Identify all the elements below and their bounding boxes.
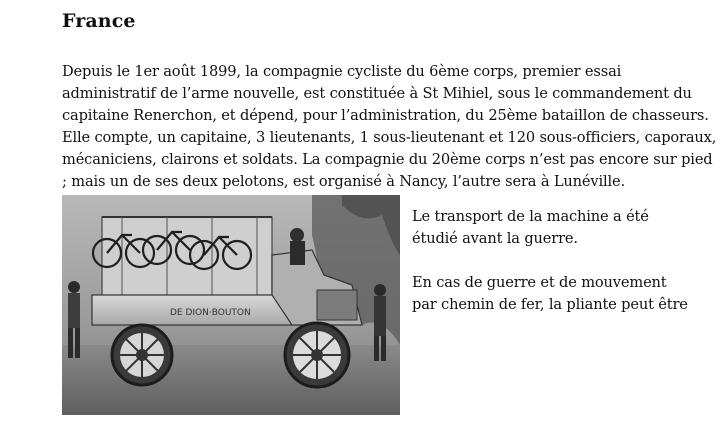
side-line: par chemin de fer, la pliante peut être xyxy=(412,296,688,313)
intro-line: Depuis le 1er août 1899, la compagnie cycliste du 6ème corps, premier essai xyxy=(62,63,622,80)
side-line: En cas de guerre et de mouvement xyxy=(412,274,667,291)
page-title: France xyxy=(62,10,136,32)
side-line: étudié avant la guerre. xyxy=(412,230,578,247)
truck-illustration xyxy=(62,195,400,415)
intro-line: ; mais un de ses deux pelotons, est organisé à Nancy, l’autre sera à Lunéville. xyxy=(62,173,626,190)
intro-line: Elle compte, un capitaine, 3 lieutenants, 1 sous-lieutenant et 120 sous-officiers, caporaux, xyxy=(62,129,717,146)
intro-line: capitaine Renerchon, et dépend, pour l’administration, du 25ème bataillon de chasseurs. xyxy=(62,107,709,124)
intro-paragraph xyxy=(62,61,717,193)
historic-truck-photo xyxy=(62,195,400,415)
intro-line: mécaniciens, clairons et soldats. La compagnie du 20ème corps n’est pas encore sur pied xyxy=(62,151,713,168)
intro-line: administratif de l’arme nouvelle, est constituée à St Mihiel, sous le commandement du xyxy=(62,85,692,102)
side-line: Le transport de la machine a été xyxy=(412,208,649,225)
truck-sign: DE DION·BOUTON xyxy=(170,308,251,318)
side-paragraphs xyxy=(412,206,712,316)
